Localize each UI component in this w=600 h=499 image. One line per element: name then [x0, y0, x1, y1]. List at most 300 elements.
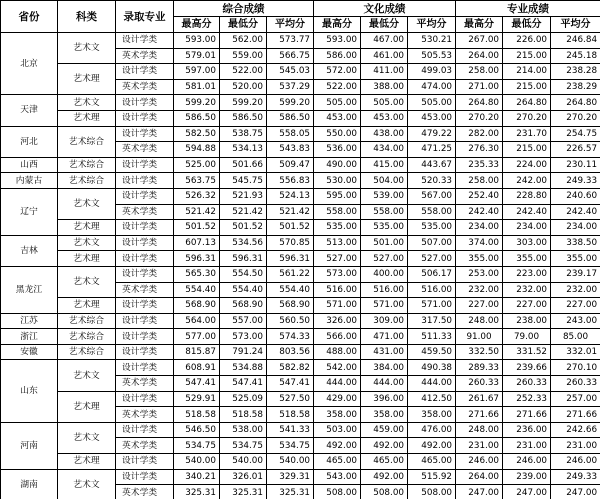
major-cell: 英术学类	[116, 407, 174, 423]
overall-avg-cell: 558.05	[267, 126, 314, 142]
culture-min-cell: 508.00	[361, 485, 408, 499]
culture-score-header: 文化成绩	[314, 1, 456, 17]
overall-avg-cell: 573.77	[267, 33, 314, 49]
table-row	[1, 33, 600, 49]
category-header: 科类	[58, 1, 116, 33]
culture-max-cell: 593.00	[314, 33, 361, 49]
culture-max-cell: 543.00	[314, 469, 361, 485]
culture-min-cell: 431.00	[361, 344, 408, 360]
overall-min-cell: 540.00	[220, 454, 267, 470]
overall-max-cell: 534.75	[174, 438, 220, 454]
major-cell: 设计学类	[116, 329, 174, 345]
culture-max-cell: 465.00	[314, 454, 361, 470]
culture-min-cell: 384.00	[361, 360, 408, 376]
overall-min-cell: 534.88	[220, 360, 267, 376]
specialty-avg-cell: 271.66	[551, 407, 600, 423]
culture-max-cell: 566.00	[314, 329, 361, 345]
specialty-avg-cell: 270.20	[551, 110, 600, 126]
culture-max-cell: 513.00	[314, 235, 361, 251]
table-row	[1, 422, 600, 438]
major-header: 录取专业	[116, 1, 174, 33]
overall-min-cell: 521.93	[220, 188, 267, 204]
major-cell: 设计学类	[116, 251, 174, 267]
culture-max-cell: 550.00	[314, 126, 361, 142]
culture-avg-cell: 453.00	[408, 110, 456, 126]
specialty-avg-cell: 270.10	[551, 360, 600, 376]
category-cell: 艺术文	[58, 95, 116, 111]
overall-avg-cell: 509.47	[267, 157, 314, 173]
overall-max-cell: 565.30	[174, 266, 220, 282]
overall-max-cell: 547.41	[174, 376, 220, 392]
overall-avg-cell: 574.33	[267, 329, 314, 345]
major-cell: 英术学类	[116, 376, 174, 392]
culture-max-cell: 542.00	[314, 360, 361, 376]
specialty-avg-cell: 242.66	[551, 422, 600, 438]
province-cell: 天津	[1, 95, 58, 126]
major-cell: 英术学类	[116, 485, 174, 499]
overall-max-cell: 325.31	[174, 485, 220, 499]
culture-avg-cell: 530.21	[408, 33, 456, 49]
overall-min-cell: 586.50	[220, 110, 267, 126]
culture-avg-cell: 506.17	[408, 266, 456, 282]
category-cell: 艺术理	[58, 64, 116, 95]
province-cell: 河南	[1, 422, 58, 469]
overall-avg-cell: 521.42	[267, 204, 314, 220]
specialty-min-cell: 236.00	[503, 422, 551, 438]
overall-min-cell: 522.00	[220, 64, 267, 80]
culture-avg-cell: 505.00	[408, 95, 456, 111]
table-row	[1, 329, 600, 345]
overall-max-cell: 594.88	[174, 142, 220, 158]
category-cell: 艺术综合	[58, 173, 116, 189]
major-cell: 英术学类	[116, 204, 174, 220]
specialty-min-cell: 271.66	[503, 407, 551, 423]
culture-max-cell: 453.00	[314, 110, 361, 126]
culture-min-cell: 415.00	[361, 157, 408, 173]
overall-max-cell: 564.00	[174, 313, 220, 329]
culture-max-cell: 326.00	[314, 313, 361, 329]
major-cell: 英术学类	[116, 142, 174, 158]
culture-avg-cell: 479.22	[408, 126, 456, 142]
specialty-max-cell: 289.33	[456, 360, 503, 376]
culture-max-cell: 536.00	[314, 142, 361, 158]
category-cell: 艺术综合	[58, 344, 116, 360]
culture-avg-cell: 511.33	[408, 329, 456, 345]
specialty-max-cell: 271.00	[456, 79, 503, 95]
major-cell: 英术学类	[116, 438, 174, 454]
overall-min-cell: 501.66	[220, 157, 267, 173]
overall-max-cell: 340.21	[174, 469, 220, 485]
province-cell: 吉林	[1, 235, 58, 266]
specialty-max-header: 最高分	[456, 17, 503, 33]
specialty-avg-cell: 247.00	[551, 485, 600, 499]
culture-min-cell: 453.00	[361, 110, 408, 126]
category-cell: 艺术理	[58, 298, 116, 314]
culture-min-cell: 400.00	[361, 266, 408, 282]
specialty-max-cell: 261.67	[456, 391, 503, 407]
overall-max-cell: 599.20	[174, 95, 220, 111]
overall-avg-cell: 599.20	[267, 95, 314, 111]
specialty-max-cell: 270.20	[456, 110, 503, 126]
specialty-max-cell: 242.40	[456, 204, 503, 220]
culture-avg-cell: 515.92	[408, 469, 456, 485]
culture-min-cell: 411.00	[361, 64, 408, 80]
overall-min-cell: 554.40	[220, 282, 267, 298]
table-row	[1, 266, 600, 282]
table-row	[1, 64, 600, 80]
specialty-min-cell: 252.33	[503, 391, 551, 407]
specialty-max-cell: 258.00	[456, 173, 503, 189]
culture-max-cell: 573.00	[314, 266, 361, 282]
major-cell: 设计学类	[116, 33, 174, 49]
overall-min-cell: 545.75	[220, 173, 267, 189]
specialty-max-cell: 232.00	[456, 282, 503, 298]
overall-avg-cell: 540.00	[267, 454, 314, 470]
culture-min-cell: 444.00	[361, 376, 408, 392]
specialty-min-cell: 246.00	[503, 454, 551, 470]
province-cell: 山西	[1, 157, 58, 173]
table-row	[1, 95, 600, 111]
overall-max-cell: 596.31	[174, 251, 220, 267]
major-cell: 设计学类	[116, 344, 174, 360]
specialty-avg-cell: 332.01	[551, 344, 600, 360]
table-row	[1, 220, 600, 236]
culture-max-cell: 488.00	[314, 344, 361, 360]
table-row	[1, 251, 600, 267]
culture-avg-cell: 567.00	[408, 188, 456, 204]
table-body	[1, 33, 600, 499]
specialty-avg-cell: 234.00	[551, 220, 600, 236]
culture-min-cell: 571.00	[361, 298, 408, 314]
overall-max-cell: 521.42	[174, 204, 220, 220]
specialty-min-cell: 214.00	[503, 64, 551, 80]
overall-max-cell: 577.00	[174, 329, 220, 345]
specialty-max-cell: 260.33	[456, 376, 503, 392]
overall-max-cell: 568.90	[174, 298, 220, 314]
overall-avg-cell: 501.52	[267, 220, 314, 236]
overall-min-cell: 518.58	[220, 407, 267, 423]
major-cell: 设计学类	[116, 266, 174, 282]
overall-max-cell: 582.50	[174, 126, 220, 142]
overall-max-cell: 563.75	[174, 173, 220, 189]
table-row	[1, 126, 600, 142]
overall-avg-cell: 596.31	[267, 251, 314, 267]
overall-avg-cell: 803.56	[267, 344, 314, 360]
overall-min-cell: 325.31	[220, 485, 267, 499]
specialty-min-cell: 215.00	[503, 142, 551, 158]
culture-avg-cell: 476.00	[408, 422, 456, 438]
specialty-max-cell: 271.66	[456, 407, 503, 423]
culture-avg-cell: 465.00	[408, 454, 456, 470]
overall-min-cell: 596.31	[220, 251, 267, 267]
category-cell: 艺术文	[58, 266, 116, 297]
category-cell: 艺术理	[58, 251, 116, 267]
overall-max-cell: 529.91	[174, 391, 220, 407]
overall-avg-cell: 586.50	[267, 110, 314, 126]
specialty-min-cell: 224.00	[503, 157, 551, 173]
overall-min-cell: 559.00	[220, 48, 267, 64]
overall-avg-cell: 561.22	[267, 266, 314, 282]
culture-avg-cell: 571.00	[408, 298, 456, 314]
culture-max-cell: 535.00	[314, 220, 361, 236]
culture-avg-cell: 492.00	[408, 438, 456, 454]
culture-max-header: 最高分	[314, 17, 361, 33]
specialty-max-cell: 235.33	[456, 157, 503, 173]
major-cell: 设计学类	[116, 298, 174, 314]
specialty-min-cell: 247.00	[503, 485, 551, 499]
culture-avg-cell: 499.03	[408, 64, 456, 80]
culture-max-cell: 516.00	[314, 282, 361, 298]
culture-max-cell: 558.00	[314, 204, 361, 220]
overall-avg-cell: 534.75	[267, 438, 314, 454]
culture-max-cell: 503.00	[314, 422, 361, 438]
major-cell: 设计学类	[116, 469, 174, 485]
specialty-avg-cell: 246.00	[551, 454, 600, 470]
specialty-max-cell: 91.00	[456, 329, 503, 345]
category-cell: 艺术文	[58, 33, 116, 64]
overall-min-header: 最低分	[220, 17, 267, 33]
specialty-avg-cell: 231.00	[551, 438, 600, 454]
culture-max-cell: 508.00	[314, 485, 361, 499]
specialty-avg-cell: 242.40	[551, 204, 600, 220]
specialty-avg-cell: 230.11	[551, 157, 600, 173]
overall-max-cell: 815.87	[174, 344, 220, 360]
overall-max-cell: 597.00	[174, 64, 220, 80]
specialty-max-cell: 264.00	[456, 48, 503, 64]
specialty-min-cell: 231.00	[503, 438, 551, 454]
category-cell: 艺术综合	[58, 313, 116, 329]
culture-avg-cell: 535.00	[408, 220, 456, 236]
specialty-avg-cell: 232.00	[551, 282, 600, 298]
overall-min-cell: 599.20	[220, 95, 267, 111]
header-row-groups	[1, 1, 600, 17]
specialty-avg-cell: 239.17	[551, 266, 600, 282]
overall-max-cell: 586.50	[174, 110, 220, 126]
overall-avg-cell: 556.83	[267, 173, 314, 189]
culture-avg-header: 平均分	[408, 17, 456, 33]
specialty-min-cell: 234.00	[503, 220, 551, 236]
overall-min-cell: 573.00	[220, 329, 267, 345]
overall-max-header: 最高分	[174, 17, 220, 33]
category-cell: 艺术文	[58, 235, 116, 251]
specialty-min-cell: 355.00	[503, 251, 551, 267]
overall-avg-cell: 543.83	[267, 142, 314, 158]
overall-avg-cell: 547.41	[267, 376, 314, 392]
category-cell: 艺术综合	[58, 157, 116, 173]
specialty-avg-cell: 355.00	[551, 251, 600, 267]
specialty-min-cell: 270.20	[503, 110, 551, 126]
culture-avg-cell: 474.00	[408, 79, 456, 95]
culture-avg-cell: 508.00	[408, 485, 456, 499]
culture-max-cell: 522.00	[314, 79, 361, 95]
specialty-min-cell: 242.00	[503, 173, 551, 189]
culture-min-cell: 504.00	[361, 173, 408, 189]
table-row	[1, 344, 600, 360]
culture-min-cell: 465.00	[361, 454, 408, 470]
specialty-min-cell: 227.00	[503, 298, 551, 314]
culture-max-cell: 586.00	[314, 48, 361, 64]
province-cell: 江苏	[1, 313, 58, 329]
overall-max-cell: 608.91	[174, 360, 220, 376]
culture-max-cell: 429.00	[314, 391, 361, 407]
specialty-score-header: 专业成绩	[456, 1, 600, 17]
specialty-min-cell: 79.00	[503, 329, 551, 345]
culture-min-cell: 492.00	[361, 438, 408, 454]
culture-min-cell: 539.00	[361, 188, 408, 204]
overall-avg-cell: 566.75	[267, 48, 314, 64]
specialty-max-cell: 267.00	[456, 33, 503, 49]
specialty-avg-cell: 245.18	[551, 48, 600, 64]
table-row	[1, 454, 600, 470]
overall-min-cell: 791.24	[220, 344, 267, 360]
category-cell: 艺术文	[58, 422, 116, 453]
overall-avg-cell: 560.50	[267, 313, 314, 329]
table-row	[1, 188, 600, 204]
overall-avg-cell: 524.13	[267, 188, 314, 204]
specialty-min-header: 最低分	[503, 17, 551, 33]
overall-avg-cell: 325.31	[267, 485, 314, 499]
province-cell: 山东	[1, 360, 58, 422]
specialty-min-cell: 238.00	[503, 313, 551, 329]
overall-min-cell: 520.00	[220, 79, 267, 95]
specialty-min-cell: 215.00	[503, 79, 551, 95]
culture-max-cell: 530.00	[314, 173, 361, 189]
culture-avg-cell: 412.50	[408, 391, 456, 407]
province-header: 省份	[1, 1, 58, 33]
specialty-min-cell: 303.00	[503, 235, 551, 251]
specialty-min-cell: 239.66	[503, 360, 551, 376]
culture-avg-cell: 317.50	[408, 313, 456, 329]
culture-avg-cell: 558.00	[408, 204, 456, 220]
specialty-avg-cell: 238.28	[551, 64, 600, 80]
major-cell: 设计学类	[116, 126, 174, 142]
culture-min-cell: 516.00	[361, 282, 408, 298]
table-row	[1, 313, 600, 329]
category-cell: 艺术理	[58, 391, 116, 422]
specialty-avg-cell: 240.60	[551, 188, 600, 204]
specialty-max-cell: 355.00	[456, 251, 503, 267]
culture-min-cell: 501.00	[361, 235, 408, 251]
table-row	[1, 173, 600, 189]
table-row	[1, 391, 600, 407]
major-cell: 设计学类	[116, 360, 174, 376]
specialty-avg-cell: 238.29	[551, 79, 600, 95]
major-cell: 设计学类	[116, 95, 174, 111]
culture-avg-cell: 490.38	[408, 360, 456, 376]
major-cell: 英术学类	[116, 282, 174, 298]
specialty-min-cell: 242.40	[503, 204, 551, 220]
major-cell: 设计学类	[116, 391, 174, 407]
table-row	[1, 469, 600, 485]
overall-avg-cell: 329.31	[267, 469, 314, 485]
specialty-max-cell: 246.00	[456, 454, 503, 470]
overall-avg-cell: 527.50	[267, 391, 314, 407]
culture-max-cell: 444.00	[314, 376, 361, 392]
culture-min-cell: 505.00	[361, 95, 408, 111]
overall-max-cell: 581.01	[174, 79, 220, 95]
culture-max-cell: 595.00	[314, 188, 361, 204]
culture-avg-cell: 471.25	[408, 142, 456, 158]
overall-min-cell: 525.09	[220, 391, 267, 407]
overall-max-cell: 579.01	[174, 48, 220, 64]
table-row	[1, 298, 600, 314]
overall-min-cell: 534.75	[220, 438, 267, 454]
specialty-avg-cell: 260.33	[551, 376, 600, 392]
overall-max-cell: 540.00	[174, 454, 220, 470]
overall-min-cell: 557.00	[220, 313, 267, 329]
specialty-max-cell: 253.00	[456, 266, 503, 282]
overall-max-cell: 526.32	[174, 188, 220, 204]
overall-avg-cell: 568.90	[267, 298, 314, 314]
overall-min-cell: 326.01	[220, 469, 267, 485]
specialty-max-cell: 248.00	[456, 422, 503, 438]
specialty-max-cell: 264.80	[456, 95, 503, 111]
overall-max-cell: 607.13	[174, 235, 220, 251]
overall-min-cell: 554.50	[220, 266, 267, 282]
overall-avg-cell: 545.03	[267, 64, 314, 80]
province-cell: 黑龙江	[1, 266, 58, 313]
overall-min-cell: 568.90	[220, 298, 267, 314]
specialty-avg-cell: 246.84	[551, 33, 600, 49]
overall-min-cell: 501.52	[220, 220, 267, 236]
table-row	[1, 235, 600, 251]
specialty-max-cell: 282.00	[456, 126, 503, 142]
culture-min-cell: 467.00	[361, 33, 408, 49]
specialty-min-cell: 232.00	[503, 282, 551, 298]
specialty-avg-cell: 257.00	[551, 391, 600, 407]
culture-min-cell: 309.00	[361, 313, 408, 329]
specialty-max-cell: 374.00	[456, 235, 503, 251]
specialty-avg-cell: 249.33	[551, 469, 600, 485]
overall-min-cell: 534.56	[220, 235, 267, 251]
culture-min-cell: 434.00	[361, 142, 408, 158]
overall-min-cell: 547.41	[220, 376, 267, 392]
culture-avg-cell: 516.00	[408, 282, 456, 298]
culture-min-cell: 388.00	[361, 79, 408, 95]
province-cell: 内蒙古	[1, 173, 58, 189]
major-cell: 设计学类	[116, 64, 174, 80]
major-cell: 英术学类	[116, 79, 174, 95]
major-cell: 设计学类	[116, 188, 174, 204]
culture-min-cell: 396.00	[361, 391, 408, 407]
province-cell: 浙江	[1, 329, 58, 345]
specialty-min-cell: 260.33	[503, 376, 551, 392]
overall-avg-header: 平均分	[267, 17, 314, 33]
specialty-max-cell: 276.30	[456, 142, 503, 158]
overall-avg-cell: 518.58	[267, 407, 314, 423]
specialty-avg-cell: 264.80	[551, 95, 600, 111]
province-cell: 湖南	[1, 469, 58, 499]
category-cell: 艺术综合	[58, 126, 116, 157]
culture-avg-cell: 505.53	[408, 48, 456, 64]
overall-avg-cell: 582.82	[267, 360, 314, 376]
specialty-avg-header: 平均分	[551, 17, 600, 33]
specialty-avg-cell: 338.50	[551, 235, 600, 251]
specialty-avg-cell: 85.00	[551, 329, 600, 345]
category-cell: 艺术文	[58, 188, 116, 219]
culture-avg-cell: 444.00	[408, 376, 456, 392]
culture-min-cell: 527.00	[361, 251, 408, 267]
category-cell: 艺术综合	[58, 329, 116, 345]
table-row	[1, 360, 600, 376]
culture-max-cell: 505.00	[314, 95, 361, 111]
culture-avg-cell: 443.67	[408, 157, 456, 173]
specialty-min-cell: 226.00	[503, 33, 551, 49]
category-cell: 艺术理	[58, 220, 116, 236]
province-cell: 北京	[1, 33, 58, 95]
culture-min-cell: 471.00	[361, 329, 408, 345]
culture-avg-cell: 459.50	[408, 344, 456, 360]
